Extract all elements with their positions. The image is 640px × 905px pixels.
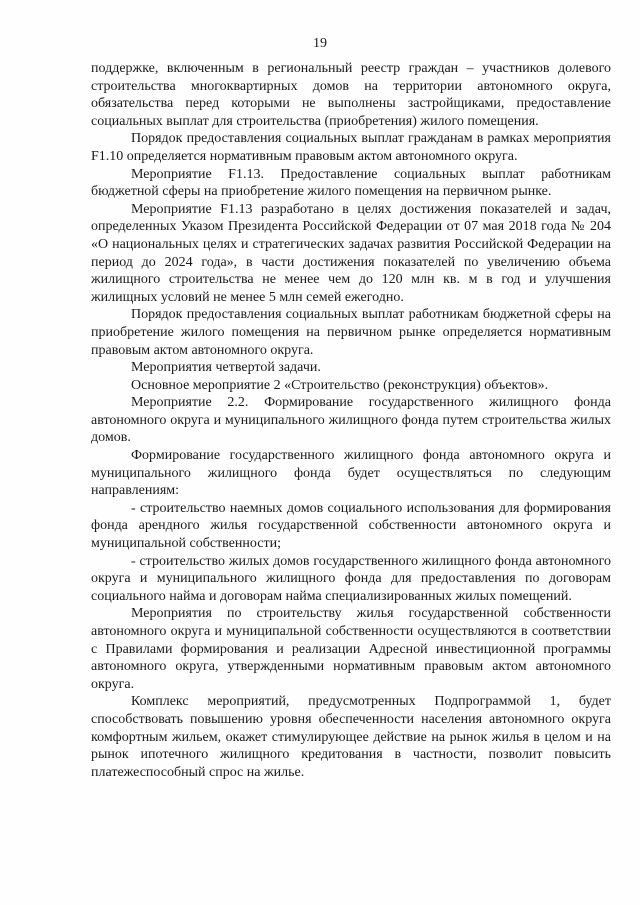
paragraph: Мероприятие F1.13. Предоставление социальных выплат работникам бюджетной сферы на приобретение жилого помещения на первичном рынке. — [91, 166, 611, 200]
paragraph: Порядок предоставления социальных выплат гражданам в рамках мероприятия F1.10 определяется нормативным правовым актом автономного округа. — [91, 131, 611, 164]
paragraph: поддержке, включенным в региональный реестр граждан – участников долевого строительства многоквартирных домов на территории автономного округа, обязательства перед которыми не выполнены застройщиками, предоставление социальных выплат для строительства (приобретения) жилого помещения. — [91, 61, 611, 129]
paragraph: Мероприятие 2.2. Формирование государственного жилищного фонда автономного округа и муниципального жилищного фонда путем строительства жилых домов. — [91, 395, 611, 446]
paragraph: Порядок предоставления социальных выплат работникам бюджетной сферы на приобретение жилого помещения на первичном рынке определяется нормативным правовым актом автономного округа. — [91, 307, 611, 358]
paragraph: Мероприятия по строительству жилья государственной собственности автономного округа и муниципальной собственности осуществляются в соответствии с Правилами формирования и реализации Адресной инвестиционной программы автономного округа, утвержденными нормативным правовым актом автономного округа. — [91, 606, 611, 692]
list-item: - строительство жилых домов государственного жилищного фонда автономного округа и муниципального жилищного фонда для предоставления по договорам социального найма и договорам найма специализированных жилых помещений. — [91, 553, 611, 604]
page-number: 19 — [313, 36, 327, 51]
paragraph: Мероприятие F1.13 разработано в целях достижения показателей и задач, определенных Указом Президента Российской Федерации от 07 мая 2018 года № 204 «О национальных целях и стратегических задачах развития Российской Федерации на период до 2024 года», в части достижения показателей по увеличению объема жилищного строительства не менее чем до 120 млн кв. м в год и улучшения жилищных условий не менее 5 млн семей ежегодно. — [91, 201, 611, 305]
paragraph: Комплекс мероприятий, предусмотренных Подпрограммой 1, будет способствовать повышению уровня обеспеченности населения автономного округа комфортным жильем, окажет стимулирующее действие на рынок жилья в целом и на рынок ипотечного жилищного кредитования в частности, позволит повысить платежеспособный спрос на жилье. — [91, 694, 611, 780]
paragraph: Основное мероприятие 2 «Строительство (реконструкция) объектов». — [131, 377, 549, 393]
document-body — [91, 60, 611, 781]
paragraph: Формирование государственного жилищного фонда автономного округа и муниципального жилищного фонда будет осуществляться по следующим направлениям: — [91, 448, 611, 499]
paragraph: Мероприятия четвертой задачи. — [131, 360, 321, 376]
list-item: - строительство наемных домов социального использования для формирования фонда арендного жилья государственной собственности автономного округа и муниципальной собственности; — [91, 500, 611, 552]
